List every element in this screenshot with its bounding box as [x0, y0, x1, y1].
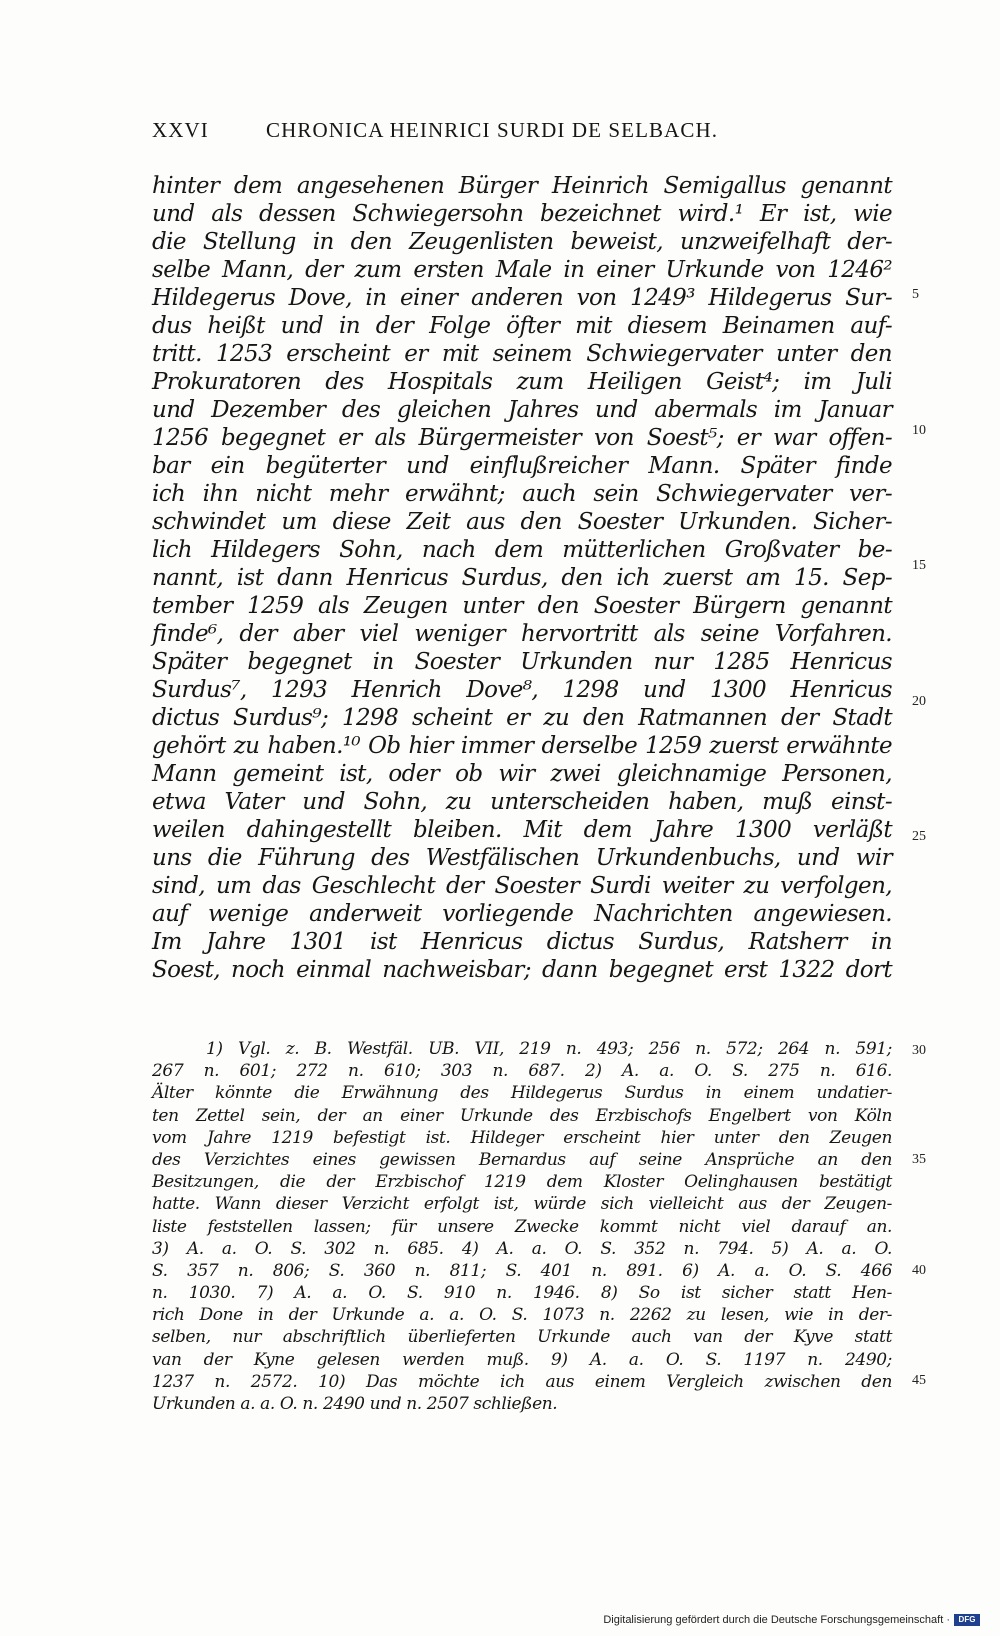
text-line: schwindet um diese Zeit aus den Soester Urkunden. Sicher- — [152, 509, 892, 535]
line-number: 35 — [912, 1152, 926, 1167]
text-line: dus heißt und in der Folge öfter mit diesem Beinamen auf- — [152, 313, 892, 339]
text-line: hinter dem angesehenen Bürger Heinrich Semigallus genannt — [152, 173, 892, 199]
text-line: Später begegnet in Soester Urkunden nur 1285 Henricus — [152, 649, 892, 675]
text-line: selbe Mann, der zum ersten Male in einer Urkunde von 1246² — [152, 257, 892, 283]
page-number: XXVI — [152, 118, 209, 142]
line-number: 45 — [912, 1373, 926, 1388]
running-title: CHRONICA HEINRICI SURDI DE SELBACH. — [266, 118, 719, 142]
text-line: Im Jahre 1301 ist Henricus dictus Surdus, Ratsherr in — [152, 929, 892, 955]
text-line: Mann gemeint ist, oder ob wir zwei gleichnamige Personen, — [152, 761, 892, 787]
text-line: uns die Führung des Westfälischen Urkundenbuchs, und wir — [152, 845, 892, 871]
text-line: auf wenige anderweit vorliegende Nachrichten angewiesen. — [152, 901, 892, 927]
footnote-line: liste feststellen lassen; für unsere Zwecke kommt nicht viel darauf an. — [152, 1216, 892, 1237]
text-line: ich ihn nicht mehr erwähnt; auch sein Schwiegervater ver- — [152, 481, 892, 507]
text-line: lich Hildegers Sohn, nach dem mütterlichen Großvater be- — [152, 537, 892, 563]
text-line: Prokuratoren des Hospitals zum Heiligen Geist⁴; im Juli — [152, 369, 892, 395]
line-number: 40 — [912, 1263, 926, 1278]
line-number: 30 — [912, 1043, 926, 1058]
dfg-logo: DFG — [954, 1614, 980, 1626]
text-line: gehört zu haben.¹⁰ Ob hier immer derselbe 1259 zuerst erwähnte — [152, 733, 892, 759]
text-line: dictus Surdus⁹; 1298 scheint er zu den Ratmannen der Stadt — [152, 705, 892, 731]
text-line: tember 1259 als Zeugen unter den Soester Bürgern genannt — [152, 593, 892, 619]
footnote-line: n. 1030. 7) A. a. O. S. 910 n. 1946. 8) So ist sicher statt Hen- — [152, 1283, 892, 1304]
line-number: 20 — [912, 694, 926, 709]
footnote-line: selben, nur abschriftlich überlieferten Urkunde auch van der Kyve statt — [152, 1327, 892, 1348]
text-line: finde⁶, der aber viel weniger hervortritt als seine Vorfahren. — [152, 621, 892, 647]
footer-credit — [603, 1612, 980, 1628]
text-line: sind, um das Geschlecht der Soester Surdi weiter zu verfolgen, — [152, 873, 892, 899]
footnote-line: rich Done in der Urkunde a. a. O. S. 1073 n. 2262 zu lesen, wie in der- — [152, 1305, 892, 1326]
text-line: weilen dahingestellt bleiben. Mit dem Jahre 1300 verläßt — [152, 817, 892, 843]
line-number: 15 — [912, 558, 926, 573]
text-line: nannt, ist dann Henricus Surdus, den ich zuerst am 15. Sep- — [152, 565, 892, 591]
running-header — [152, 118, 952, 148]
footnote-line: S. 357 n. 806; S. 360 n. 811; S. 401 n. 891. 6) A. a. O. S. 466 — [152, 1260, 892, 1281]
footnote-line: vom Jahre 1219 befestigt ist. Hildeger erscheint hier unter den Zeugen — [152, 1127, 892, 1148]
footnote-line: Älter könnte die Erwähnung des Hildegerus Surdus in einem undatier- — [152, 1083, 892, 1104]
text-line: Surdus⁷, 1293 Henrich Dove⁸, 1298 und 1300 Henricus — [152, 677, 892, 703]
footnote-line: 1) Vgl. z. B. Westfäl. UB. VII, 219 n. 493; 256 n. 572; 264 n. 591; — [206, 1039, 892, 1059]
footnote-line: des Verzichtes eines gewissen Bernardus auf seine Ansprüche an den — [152, 1149, 892, 1170]
text-line: und Dezember des gleichen Jahres und abermals im Januar — [152, 397, 892, 423]
footer-text: Digitalisierung gefördert durch die Deutsche Forschungsgemeinschaft · — [603, 1614, 950, 1626]
footnote-line: ten Zettel sein, der an einer Urkunde des Erzbischofs Engelbert von Köln — [152, 1105, 892, 1126]
footnote-line: 267 n. 601; 272 n. 610; 303 n. 687. 2) A. a. O. S. 275 n. 616. — [152, 1061, 892, 1082]
text-line: bar ein begüterter und einflußreicher Mann. Später finde — [152, 453, 892, 479]
footnote-line: Besitzungen, die der Erzbischof 1219 dem Kloster Oelinghausen bestätigt — [152, 1172, 892, 1193]
text-line: Soest, noch einmal nachweisbar; dann begegnet erst 1322 dort — [152, 957, 892, 983]
footnotes — [152, 1038, 892, 1415]
footnote-line: hatte. Wann dieser Verzicht erfolgt ist, würde sich vielleicht aus der Zeugen- — [152, 1194, 892, 1215]
line-number: 10 — [912, 423, 926, 438]
text-line: tritt. 1253 erscheint er mit seinem Schwiegervater unter den — [152, 341, 892, 367]
text-line: Hildegerus Dove, in einer anderen von 1249³ Hildegerus Sur- — [152, 285, 892, 311]
footnote-line: 3) A. a. O. S. 302 n. 685. 4) A. a. O. S. 352 n. 794. 5) A. a. O. — [152, 1238, 892, 1259]
line-number: 5 — [912, 287, 919, 302]
text-line: etwa Vater und Sohn, zu unterscheiden haben, muß einst- — [152, 789, 892, 815]
main-text — [152, 172, 892, 984]
text-line: 1256 begegnet er als Bürgermeister von Soest⁵; er war offen- — [152, 425, 892, 451]
footnote-line: 1237 n. 2572. 10) Das möchte ich aus einem Vergleich zwischen den — [152, 1371, 892, 1392]
footnote-line: Urkunden a. a. O. n. 2490 und n. 2507 schließen. — [152, 1394, 558, 1414]
line-number: 25 — [912, 829, 926, 844]
footnote-line: van der Kyne gelesen werden muß. 9) A. a. O. S. 1197 n. 2490; — [152, 1349, 892, 1370]
text-line: die Stellung in den Zeugenlisten beweist, unzweifelhaft der- — [152, 229, 892, 255]
text-line: und als dessen Schwiegersohn bezeichnet wird.¹ Er ist, wie — [152, 201, 892, 227]
